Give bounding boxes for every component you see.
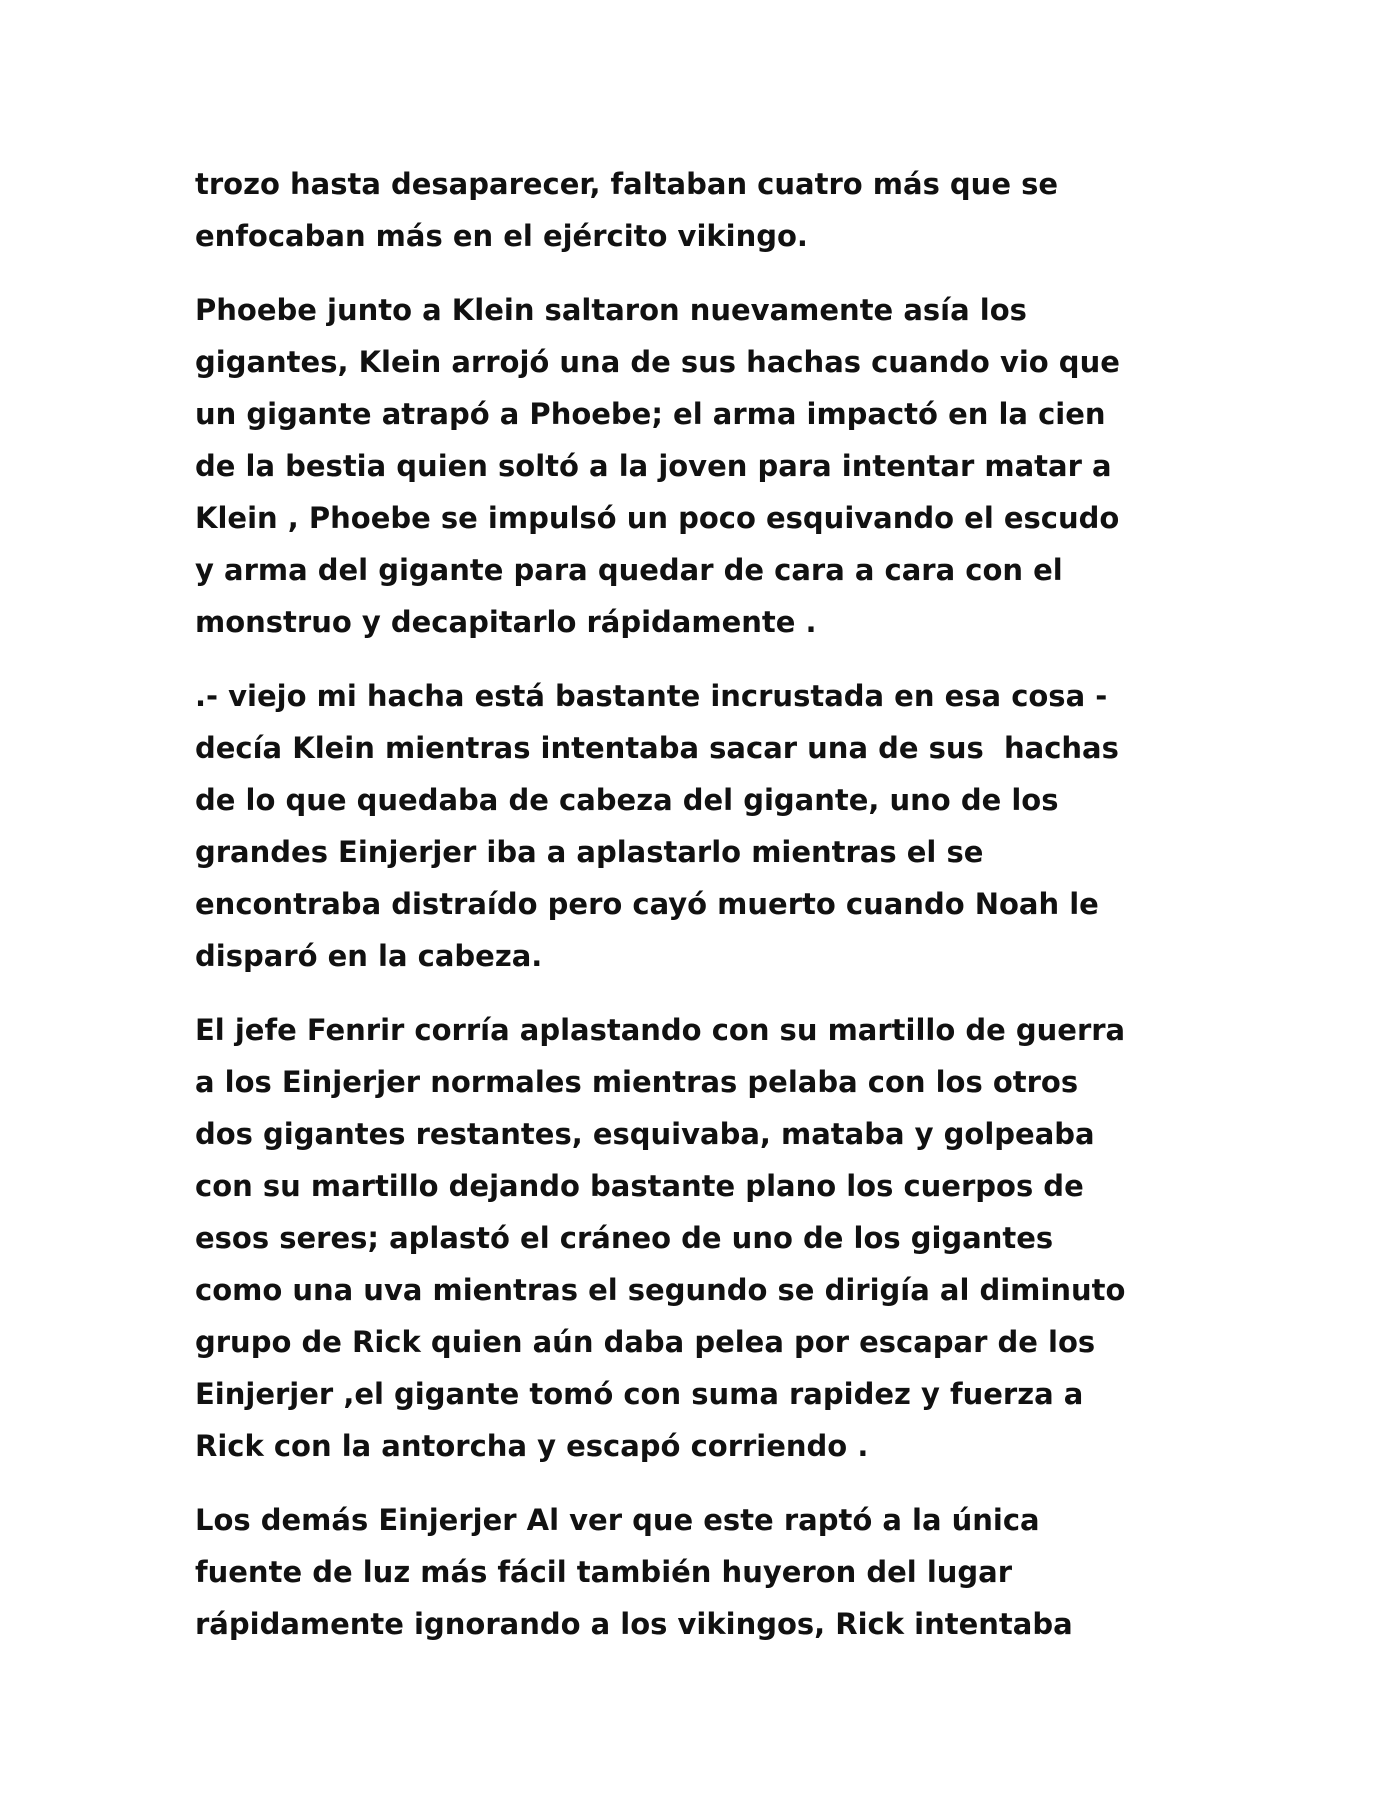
text-line: Los demás Einjerjer Al ver que este raptó a la única [195,1503,1040,1537]
text-line: Phoebe junto a Klein saltaron nuevamente asía los [195,293,1027,327]
text-line: con su martillo dejando bastante plano los cuerpos de [195,1169,1084,1203]
text-line: monstruo y decapitarlo rápidamente . [195,605,817,639]
text-line: a los Einjerjer normales mientras pelaba con los otros [195,1065,1079,1099]
text-line: gigantes, Klein arrojó una de sus hachas cuando vio que [195,345,1120,379]
paragraph [195,1004,1215,1472]
text-line: .- viejo mi hacha está bastante incrustada en esa cosa - [195,679,1108,713]
text-line: decía Klein mientras intentaba sacar una de sus hachas [195,731,1119,765]
text-line: El jefe Fenrir corría aplastando con su martillo de guerra [195,1013,1126,1047]
text-line: fuente de luz más fácil también huyeron del lugar [195,1555,1013,1589]
text-line: de la bestia quien soltó a la joven para intentar matar a [195,449,1112,483]
text-line: encontraba distraído pero cayó muerto cuando Noah le [195,887,1099,921]
paragraph [195,158,1215,262]
paragraph [195,670,1215,982]
paragraph [195,284,1215,648]
text-line: Rick con la antorcha y escapó corriendo . [195,1429,869,1463]
text-line: un gigante atrapó a Phoebe; el arma impactó en la cien [195,397,1106,431]
document-body [195,158,1215,1672]
paragraph [195,1494,1215,1650]
text-line: y arma del gigante para quedar de cara a cara con el [195,553,1063,587]
text-line: esos seres; aplastó el cráneo de uno de los gigantes [195,1221,1054,1255]
text-line: trozo hasta desaparecer, faltaban cuatro más que se [195,167,1059,201]
text-line: rápidamente ignorando a los vikingos, Rick intentaba [195,1607,1073,1641]
text-line: grupo de Rick quien aún daba pelea por escapar de los [195,1325,1096,1359]
text-line: Einjerjer ,el gigante tomó con suma rapidez y fuerza a [195,1377,1084,1411]
text-line: grandes Einjerjer iba a aplastarlo mientras el se [195,835,984,869]
text-line: enfocaban más en el ejército vikingo. [195,219,808,253]
text-line: como una uva mientras el segundo se dirigía al diminuto [195,1273,1126,1307]
text-line: disparó en la cabeza. [195,939,543,973]
text-line: dos gigantes restantes, esquivaba, mataba y golpeaba [195,1117,1095,1151]
text-line: Klein , Phoebe se impulsó un poco esquivando el escudo [195,501,1120,535]
text-line: de lo que quedaba de cabeza del gigante, uno de los [195,783,1059,817]
